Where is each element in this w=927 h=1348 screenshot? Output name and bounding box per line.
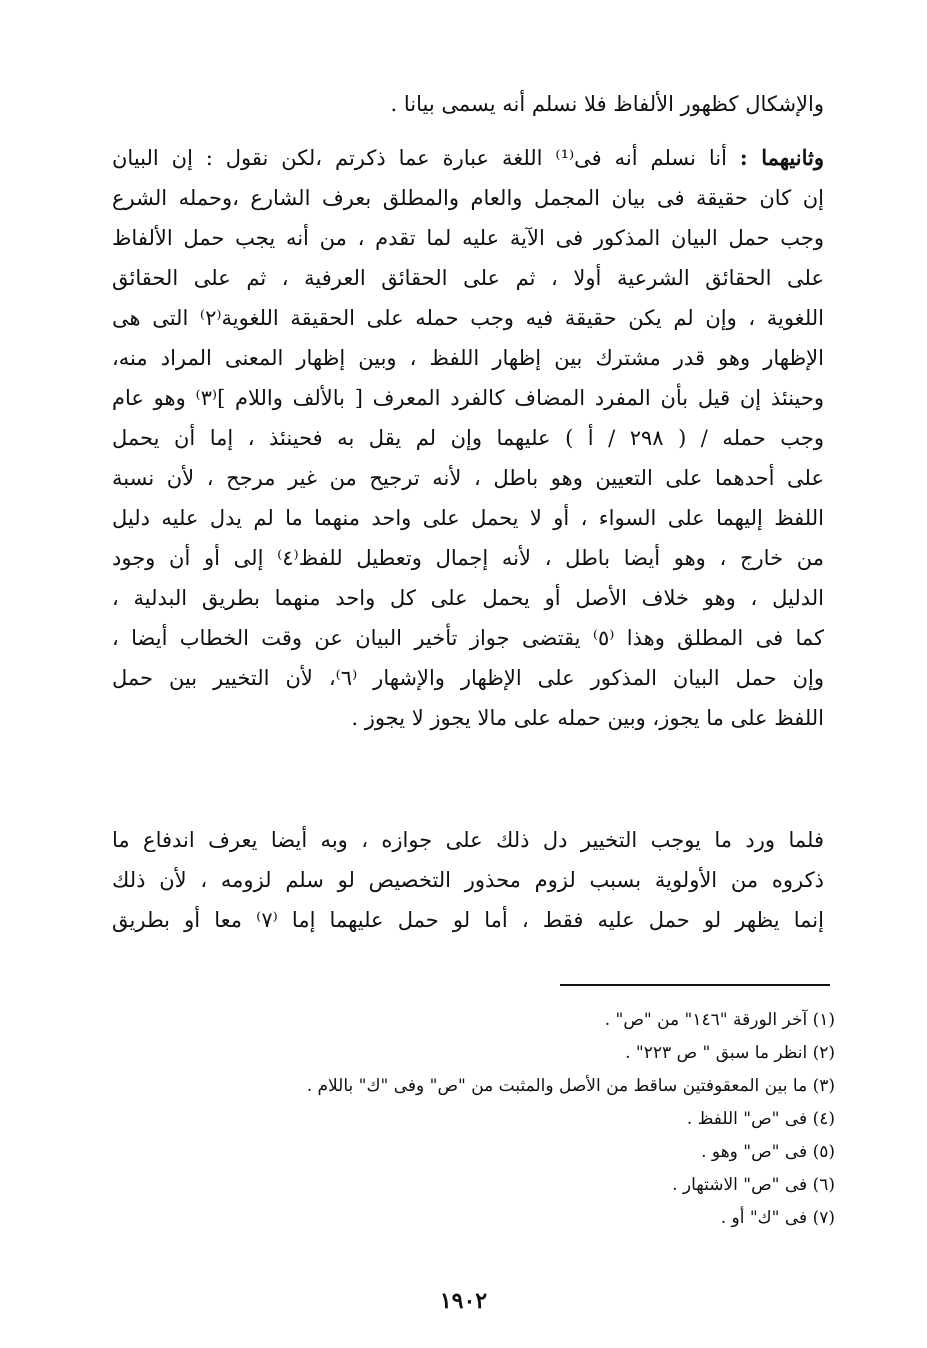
paragraph-1: [112, 84, 824, 124]
text-line: فلما ورد ما يوجب التخيير دل ذلك على جوازه ، وبه أيضا يعرف اندفاع ما: [112, 828, 824, 852]
paragraph-lead: وثانيهما :: [739, 145, 824, 170]
footnote-1: (١) آخر الورقة "١٤٦" من "ص" .: [604, 1010, 835, 1030]
text-line: من خارج ، وهو أيضا باطل ، لأنه إجمال وتعطيل للفظ⁽٤⁾ إلى أو أن وجود: [112, 546, 824, 570]
footnote-4: (٤) فى "ص" اللفظ .: [686, 1109, 835, 1129]
text-line: الدليل ، وهو خلاف الأصل أو يحمل على كل واحد منهما بطريق البدلية ،: [112, 586, 824, 610]
text-line: على أحدهما على التعيين وهو باطل ، لأنه ترجيح من غير مرجح ، لأن نسبة: [112, 466, 824, 490]
paragraph-2: [112, 138, 824, 738]
footnote-5: (٥) فى "ص" وهو .: [701, 1142, 835, 1162]
text-line: اللفظ إليهما على السواء ، أو لا يحمل على واحد منهما ما لم يدل عليه دليل: [112, 506, 824, 530]
text-line: والإشكال كظهور الألفاظ فلا نسلم أنه يسمى بيانا .: [390, 92, 824, 116]
text-line-first: [112, 138, 824, 178]
footnote-divider: [560, 984, 830, 986]
text-line: اللغوية ، وإن لم يكن حقيقة فيه وجب حمله على الحقيقة اللغوية⁽٢⁾ التى هى: [112, 306, 824, 330]
page-number: ١٩٠٢: [439, 1288, 488, 1314]
text-line: كما فى المطلق وهذا ⁽٥⁾ يقتضى جواز تأخير البيان عن وقت الخطاب أيضا ،: [112, 626, 824, 650]
footnote-6: (٦) فى "ص" الاشتهار .: [672, 1175, 835, 1195]
footnotes: [115, 1004, 835, 1235]
footnote-7: (٧) فى "ك" أو .: [720, 1208, 835, 1228]
text-line: وجب حمل البيان المذكور فى الآية عليه لما تقدم ، من أنه يجب حمل الألفاظ: [112, 226, 824, 250]
text-line: ذكروه من الأولوية بسبب لزوم محذور التخصيص لو سلم لزومه ، لأن ذلك: [112, 868, 824, 892]
text-line: وحينئذ إن قيل بأن المفرد المضاف كالفرد المعرف [ بالألف واللام ]⁽٣⁾ وهو عام: [112, 386, 824, 410]
footnote-3: (٣) ما بين المعقوفتين ساقط من الأصل والمثبت من "ص" وفى "ك" باللام .: [306, 1076, 835, 1096]
footnote-2: (٢) انظر ما سبق " ص ٢٢٣" .: [625, 1043, 835, 1063]
text-line: على الحقائق الشرعية أولا ، ثم على الحقائق العرفية ، ثم على الحقائق: [112, 266, 824, 290]
text-line: إن كان حقيقة فى بيان المجمل والعام والمطلق بعرف الشارع ،وحمله الشرع: [112, 186, 824, 210]
text-line: وإن حمل البيان المذكور على الإظهار والإشهار ⁽٦⁾، لأن التخيير بين حمل: [112, 666, 824, 690]
paragraph-3: [112, 820, 824, 940]
text-line: الإظهار وهو قدر مشترك بين إظهار اللفظ ، وبين إظهار المعنى المراد منه،: [112, 346, 824, 370]
text-line: إنما يظهر لو حمل عليه فقط ، أما لو حمل عليهما إما ⁽٧⁾ معا أو بطريق: [112, 908, 824, 932]
text-line: اللفظ على ما يجوز، وبين حمله على مالا يجوز لا يجوز .: [351, 706, 824, 730]
text-line-content: أنا نسلم أنه فى⁽¹⁾ اللغة عبارة عما ذكرتم ،لكن نقول : إن البيان: [112, 146, 727, 170]
text-line: وجب حمله / ( ٢٩٨ / أ ) عليهما وإن لم يقل به فحينئذ ، إما أن يحمل: [112, 426, 824, 450]
